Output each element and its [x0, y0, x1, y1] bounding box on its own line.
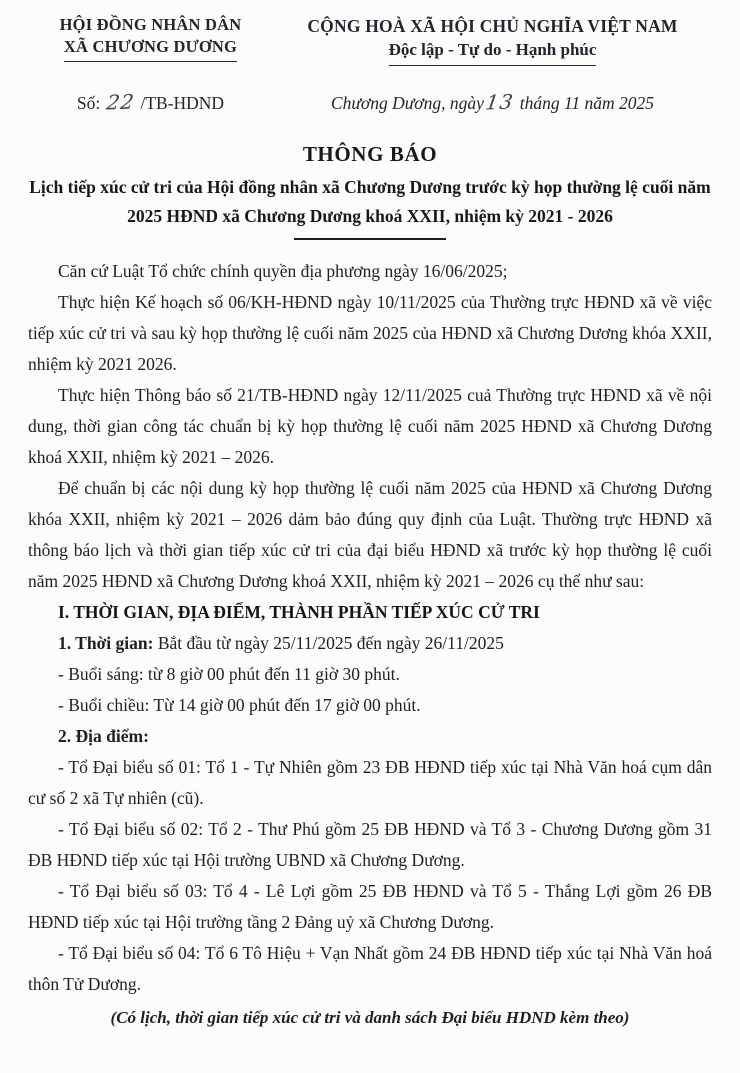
national-title: CỘNG HOÀ XÃ HỘI CHỦ NGHĨA VIỆT NAM: [307, 16, 678, 36]
document-number: [28, 90, 273, 114]
delegation-item-02: - Tổ Đại biểu số 02: Tổ 2 - Thư Phú gồm 25 ĐB HĐND và Tổ 3 - Chương Dương gồm 31 ĐB HĐND tiếp xúc tại Hội trường UBND xã Chương Dương.: [28, 819, 712, 870]
attachment-note: (Có lịch, thời gian tiếp xúc cử tri và danh sách Đại biểu HDND kèm theo): [110, 1008, 630, 1027]
location-line: [28, 721, 712, 752]
national-motto: [273, 38, 712, 66]
place-date-line: [273, 90, 712, 114]
document-number-prefix: Số:: [76, 93, 101, 113]
paragraph-purpose: Để chuẩn bị các nội dung kỳ họp thường lệ cuối năm 2025 của HĐND xã Chương Dương khóa XXII, nhiệm kỳ 2021 – 2026 dảm bảo đúng quy định của Luật. Thường trực HĐND xã thông báo lịch và thời gian tiếp xúc cử tri của đại biểu HĐND xã trước kỳ họp thường lệ cuối năm 2025 HĐND xã Chương Dương khoá XXII, nhiệm kỳ 2021 – 2026 cụ thể như sau:: [28, 478, 712, 591]
document-header: [28, 14, 712, 66]
paragraph-plan-reference: Thực hiện Kế hoạch số 06/KH-HĐND ngày 10/11/2025 của Thường trực HĐND xã về việc tiếp xúc cử tri và sau kỳ họp thường lệ cuối năm 2025 của HĐND xã Chương Dương khóa XXII, nhiệm kỳ 2021 2026.: [28, 292, 712, 374]
national-header-block: [273, 14, 712, 66]
document-body: [28, 256, 712, 1033]
time-label: 1. Thời gian:: [58, 633, 154, 653]
time-line: [28, 628, 712, 659]
issuing-org-underlined: XÃ CHƯƠNG DƯƠNG: [64, 36, 237, 62]
paragraph-legal-basis: Căn cứ Luật Tổ chức chính quyền địa phương ngày 16/06/2025;: [58, 261, 508, 281]
subtitle-divider: [294, 238, 446, 240]
document-number-suffix: /TB-HDND: [140, 93, 225, 113]
time-value: Bắt đầu từ ngày 25/11/2025 đến ngày 26/11/2025: [157, 633, 504, 653]
date-day-handwritten: 13: [484, 89, 516, 115]
section1-heading: I. THỜI GIAN, ĐỊA ĐIỂM, THÀNH PHẦN TIẾP XÚC CỬ TRI: [58, 602, 540, 622]
delegation-item-01: - Tổ Đại biểu số 01: Tổ 1 - Tự Nhiên gồm 23 ĐB HĐND tiếp xúc tại Nhà Văn hoá cụm dân cư số 2 xã Tự nhiên (cũ).: [28, 757, 712, 808]
document-subtitle: Lịch tiếp xúc cử tri của Hội đồng nhân xã Chương Dương trước kỳ họp thường lệ cuối năm 2025 HĐND xã Chương Dương khoá XXII, nhiệm kỳ 2021 - 2026: [29, 177, 711, 226]
issuing-org-block: [28, 14, 273, 62]
date-suffix: tháng 11 năm 2025: [519, 93, 655, 113]
delegation-item-04: - Tổ Đại biểu số 04: Tổ 6 Tô Hiệu + Vạn Nhất gồm 24 ĐB HĐND tiếp xúc tại Nhà Văn hoá thôn Tử Dương.: [28, 943, 712, 994]
delegation-item-03: - Tổ Đại biểu số 03: Tổ 4 - Lê Lợi gồm 25 ĐB HĐND và Tổ 5 - Thắng Lợi gồm 26 ĐB HĐND tiếp xúc tại Hội trường tầng 2 Đảng uỷ xã Chương Dương.: [28, 881, 712, 932]
national-motto-underlined: Độc lập - Tự do - Hạnh phúc: [389, 38, 597, 66]
morning-session-line: - Buổi sáng: từ 8 giờ 00 phút đến 11 giờ 30 phút.: [58, 664, 400, 684]
number-date-row: [28, 90, 712, 114]
issuing-org-line2: [28, 36, 273, 62]
paragraph-notice-reference: Thực hiện Thông báo số 21/TB-HĐND ngày 12/11/2025 cuả Thường trực HĐND xã về nội dung, thời gian công tác chuẩn bị kỳ họp thường lệ cuối năm 2025 HĐND xã Chương Dương khoá XXII, nhiệm kỳ 2021 – 2026.: [28, 385, 712, 467]
location-label: 2. Địa điểm:: [58, 726, 149, 746]
document-number-handwritten: 22: [104, 89, 136, 115]
issuing-org-line1: HỘI ĐỒNG NHÂN DÂN: [59, 15, 242, 34]
document-title: THÔNG BÁO: [302, 142, 438, 166]
afternoon-session-line: - Buổi chiều: Từ 14 giờ 00 phút đến 17 giờ 00 phút.: [58, 695, 421, 715]
date-prefix: Chương Dương, ngày: [330, 93, 484, 113]
